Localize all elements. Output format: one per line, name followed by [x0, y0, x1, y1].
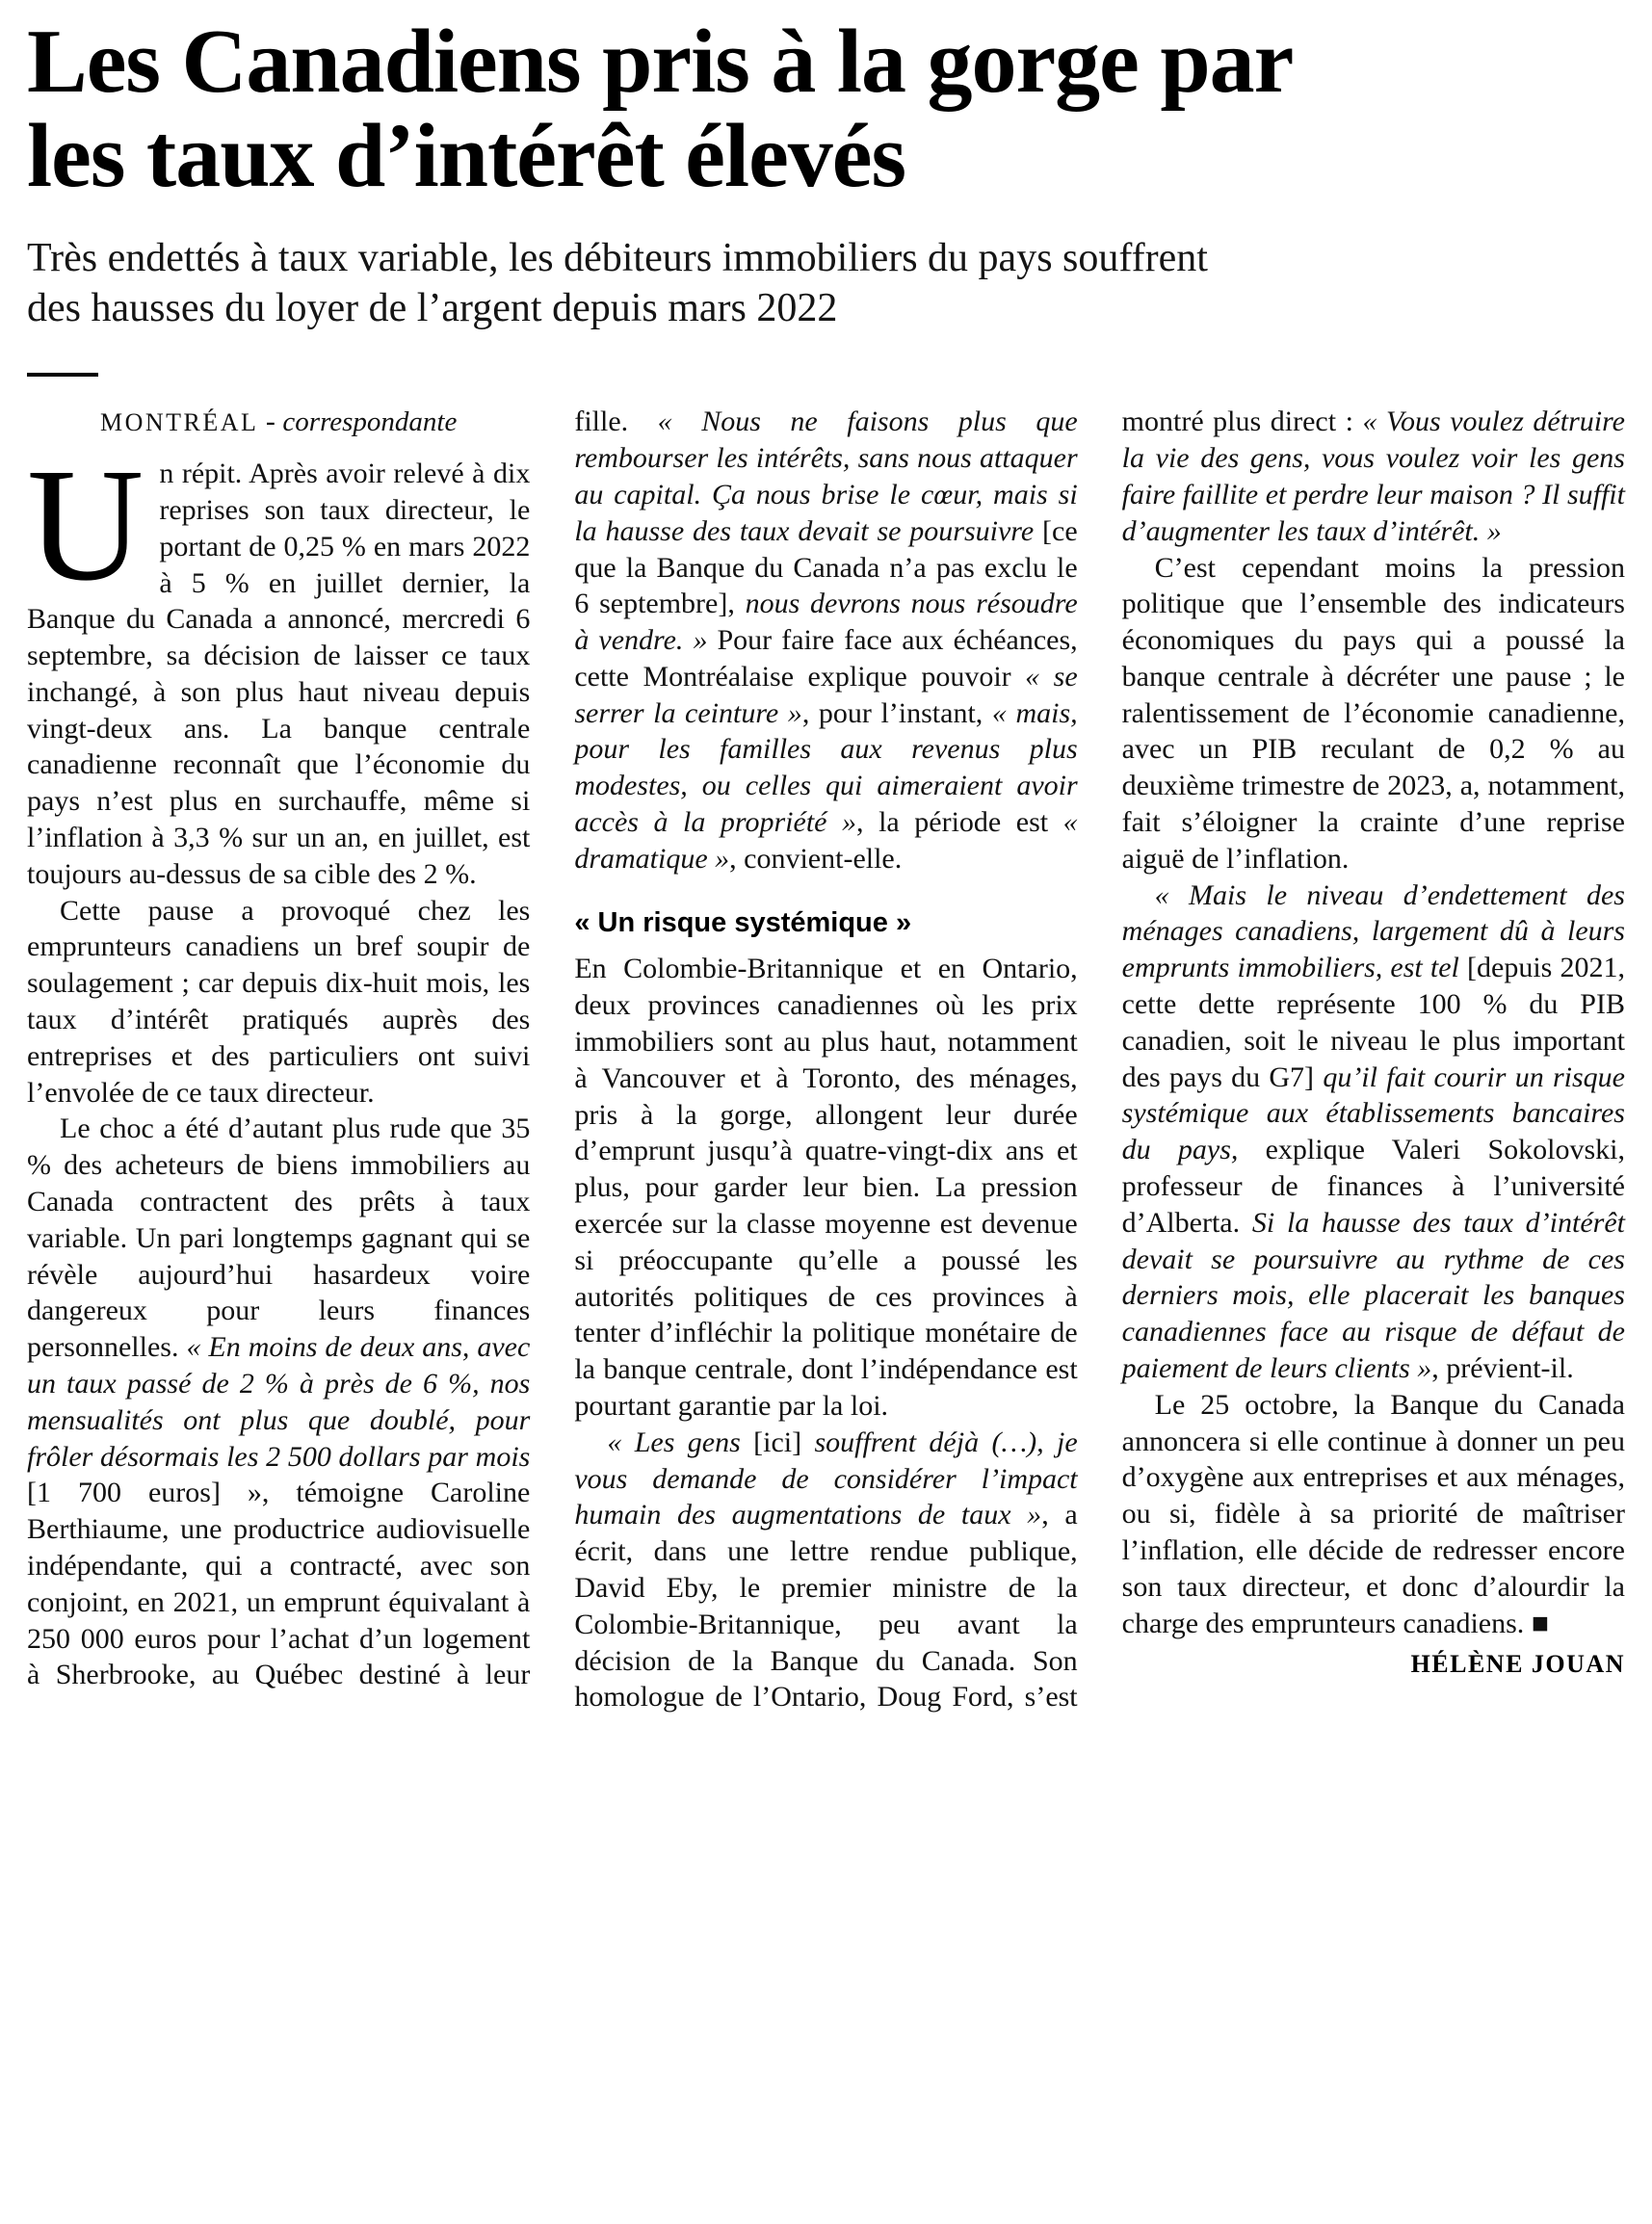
quote-text: « En moins de deux ans, avec un taux passé de 2 % à près de 6 %, nos mensualités ont plus que doublé, pour frôler désormais les 2 500 dollars par mois [27, 1331, 531, 1473]
paragraph-text: Le 25 octobre, la Banque du Canada annoncera si elle continue à donner un peu d’oxygène aux entreprises et aux ménages, ou si, fidèle à sa priorité de maîtriser l’inflation, elle décide de redresser encore son taux directeur, et donc d’alourdir la charge des emprunteurs canadiens. ■ [1121, 1388, 1625, 1639]
paragraph-text: [ce que la Banque du Canada n’a pas exclu le 6 septembre], [574, 514, 1078, 620]
paragraph-text: [1 700 euros] », témoigne Caroline Berthiaume, une productrice audiovisuelle indépendante, qui a contracté, avec son conjoint, en 2021, un emprunt équivalant à 250 000 euros pour l’achat d’un logement à Sherbrooke, au Québec destiné à leur fille. [27, 406, 658, 1691]
paragraph-text: En Colombie-Britannique et en Ontario, deux provinces canadiennes où les prix immobiliers sont au plus haut, notamment à Vancouver et à Toronto, des ménages, pris à la gorge, allongent leur durée d’emprunt jusqu’à quatre-vingt-dix ans et plus, pour garder leur bien. La pression exercée sur la classe moyenne est devenue si préoccupante qu’elle a poussé les autorités politiques de ces provinces à tenter d’infléchir la politique monétaire de la banque centrale, dont l’indépendance est pourtant garantie par la loi. [574, 953, 1078, 1423]
quote-text: « Mais le niveau d’endettement des ménages canadiens, largement dû à leurs emprunts immobiliers, est tel [1121, 878, 1625, 984]
paragraph-text: Le choc a été d’autant plus rude que 35 % des acheteurs de biens immobiliers au Canada contractent des prêts à taux variable. Un pari longtemps gagnant qui se révèle aujourd’hui hasardeux voire dangereux pour leurs finances personnelles. [27, 1112, 531, 1364]
quote-text: « Les gens [607, 1426, 754, 1458]
author-byline: HÉLÈNE JOUAN [1410, 1650, 1625, 1679]
section-rule [27, 373, 98, 377]
article-title: Les Canadiens pris à la gorge par les taux d’intérêt élevés [27, 12, 1292, 206]
paragraph-text: [depuis 2021, cette dette représente 100 % du PIB canadien, soit le niveau le plus important des pays du G7] [1121, 952, 1625, 1093]
quote-text: « Nous ne faisons plus que rembourser les intérêts, sans nous attaquer au capital. Ça nous brise le cœur, mais si la hausse des taux devait se poursuivre [574, 406, 1078, 547]
paragraph-text: , pour l’instant, [801, 696, 992, 729]
paragraph-text: , prévient-il. [1431, 1352, 1574, 1385]
paragraph-text: , convient-elle. [729, 842, 903, 875]
dateline-place: MONTRÉAL [99, 408, 259, 437]
dateline [27, 404, 530, 440]
section-subhead: « Un risque systémique » [574, 906, 912, 938]
quote-text: Si la hausse des taux d’intérêt devait se poursuivre au rythme de ces derniers mois, elle placerait les banques canadiennes face au risque de défaut de paiement de leurs clients » [1121, 1206, 1625, 1385]
quote-text: nous devrons nous résoudre à vendre. » [574, 588, 1078, 657]
paragraph-text: Pour faire face aux échéances, cette Montréalaise explique pouvoir [574, 624, 1078, 693]
body-paragraph [1122, 1387, 1625, 1642]
paragraph-text: , a écrit, dans une lettre rendue publique, David Eby, le premier ministre de la Colombie-Britannique, peu avant la décision de la Banque du Canada. Son homologue de l’Ontario, Doug Ford, s’est montré plus direct : [574, 406, 1363, 1714]
dateline-separator: - [258, 406, 283, 438]
quote-text: « dramatique » [574, 806, 1078, 875]
body-paragraph [1122, 550, 1625, 877]
paragraph-text: , la période est [856, 806, 1063, 839]
body-paragraph [574, 951, 1077, 1424]
paragraph-text: n répit. Après avoir relevé à dix reprises son taux directeur, le portant de 0,25 % en mars 2022 à 5 % en juillet dernier, la Banque du Canada a annoncé, mercredi 6 septembre, sa décision de laisser ce taux inchangé, à son plus haut niveau depuis vingt-deux ans. La banque centrale canadienne reconnaît que l’économie du pays n’est plus en surchauffe, même si l’inflation à 3,3 % sur un an, en juillet, est toujours au-dessus de sa cible des 2 %. [27, 458, 531, 890]
article-subtitle: Très endettés à taux variable, les débiteurs immobiliers du pays souffrent des hausses du loyer de l’argent depuis mars 2022 [27, 235, 1208, 331]
body-paragraph [27, 893, 530, 1112]
quote-text: « mais, pour les familles aux revenus plus modestes, ou celles qui aimeraient avoir accès à la propriété » [574, 696, 1078, 839]
quote-text: qu’il fait courir un risque systémique aux établissements bancaires du pays, [1121, 1060, 1625, 1166]
body-paragraph [1122, 877, 1625, 1387]
drop-cap: U [27, 435, 144, 615]
body-paragraph [27, 435, 531, 893]
paragraph-text: C’est cependant moins la pression politique que l’ensemble des indicateurs économiques du pays qui a poussé la banque centrale à décréter une pause ; le ralentissement de l’économie canadienne, avec un PIB reculant de 0,2 % au deuxième trimestre de 2023, a, notamment, fait s’éloigner la crainte d’une reprise aiguë de l’inflation. [1121, 551, 1625, 875]
dateline-role: correspondante [282, 406, 458, 438]
paragraph-text: explique Valeri Sokolovski, professeur de finances à l’université d’Alberta. [1121, 1134, 1625, 1239]
quote-text: souffrent déjà (…), je vous demande de considérer l’impact humain des augmentations de taux » [574, 1426, 1078, 1531]
article-body-columns [27, 404, 1625, 1715]
quote-text: « se serrer la ceinture » [574, 660, 1078, 729]
quote-text: « Vous voulez détruire la vie des gens, vous voulez voir les gens faire faillite et perdre leur maison ? Il suffit d’augmenter les taux d’intérêt. » [1121, 406, 1625, 547]
paragraph-text: Cette pause a provoqué chez les emprunteurs canadiens un bref soupir de soulagement ; car depuis dix-huit mois, les taux d’intérêt pratiqués auprès des entreprises et des particuliers ont suivi l’envolée de ce taux directeur. [27, 894, 531, 1109]
paragraph-text: [ici] [753, 1426, 802, 1458]
